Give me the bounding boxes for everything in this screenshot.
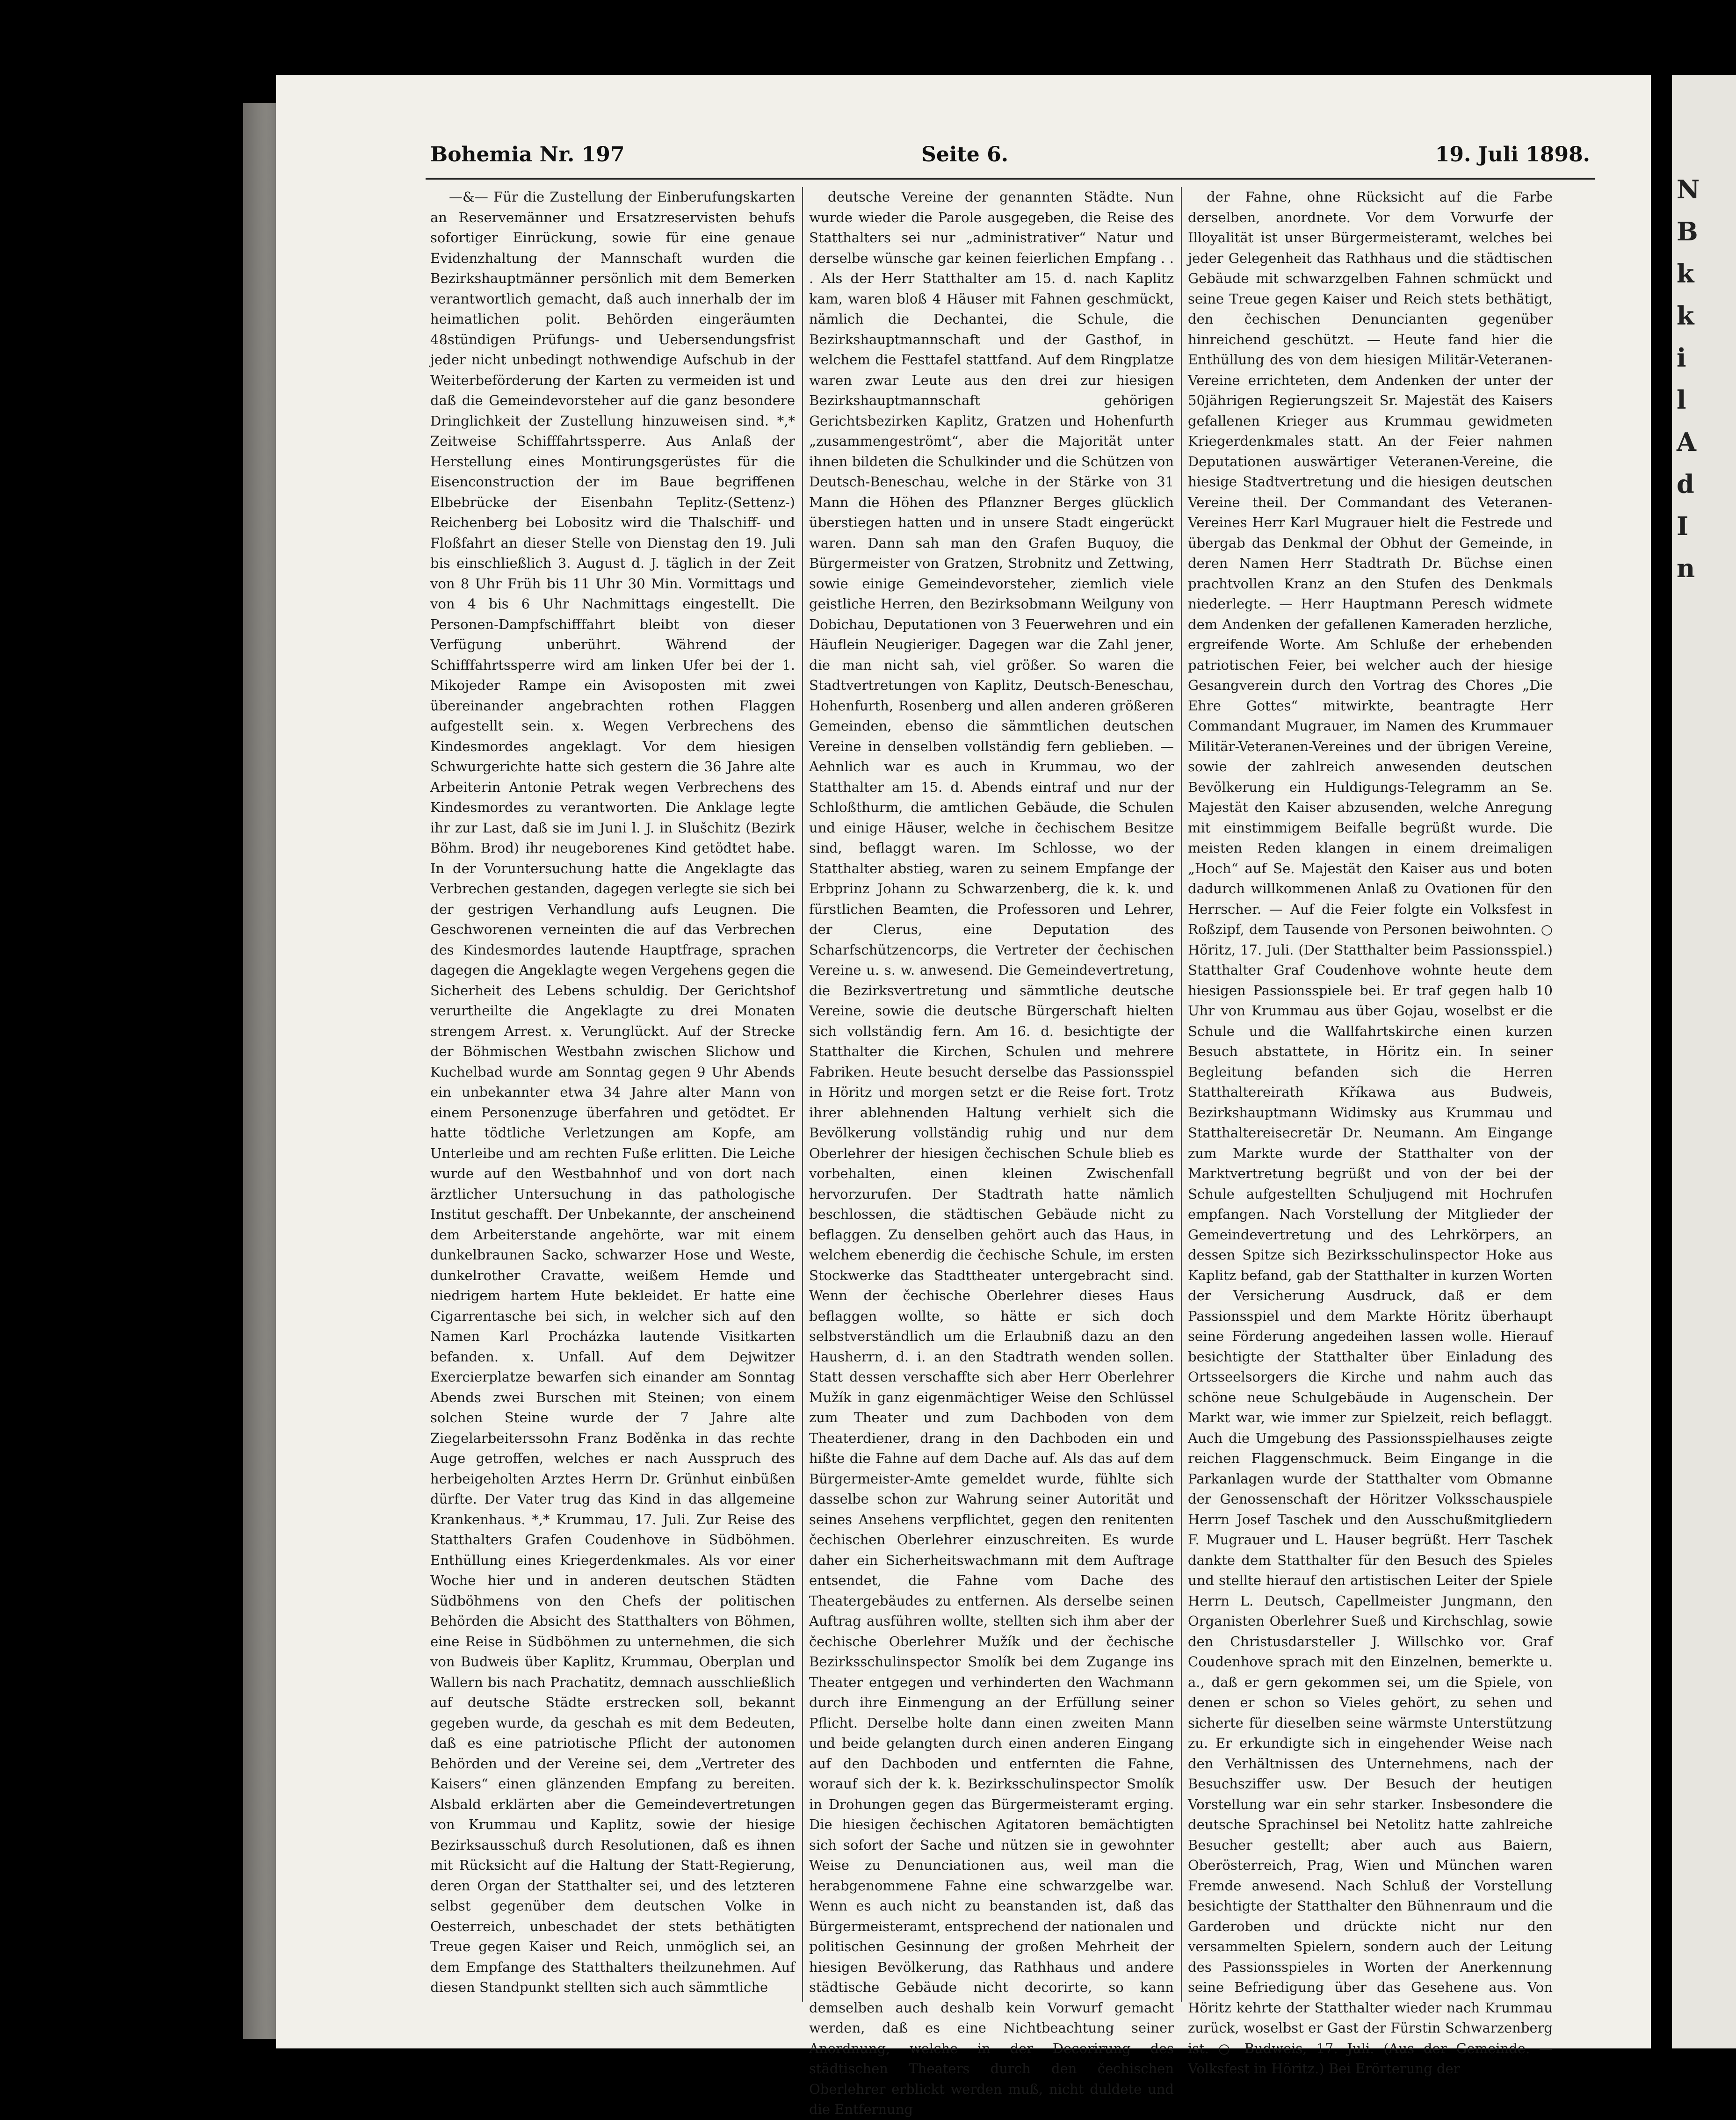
column-1 (430, 187, 795, 2002)
masthead-issue: Bohemia Nr. 197 (430, 143, 625, 166)
column-divider (802, 187, 803, 2002)
column-1-text: —&— Für die Zustellung der Einberufungskarten an Reservemänner und Ersatzreservisten behufs sofortiger Einrückung, sowie für eine genaue Evidenzhaltung der Mannschaft wurden die Bezirkshauptmänner persönlich mit dem Bemerken verantwortlich gemacht, daß auch innerhalb der im heimatlichen polit. Behörden eingeräumten 48stündigen Prüfungs- und Uebersendungsfrist jeder nicht unbedingt nothwendige Aufschub in der Weiterbeförderung der Karten zu vermeiden ist und daß die Gemeindevorsteher auf die ganz besondere Dringlichkeit der Zustellung hinzuweisen sind. *,* Zeitweise Schifffahrtssperre. Aus Anlaß der Herstellung eines Montirungsgerüstes für die Eisenconstruction der im Baue begriffenen Elbebrücke der Eisenbahn Teplitz-(Settenz-) Reichenberg bei Lobositz wird die Thalschiff- und Floßfahrt an dieser Stelle von Dienstag den 19. Juli bis einschließlich 3. August d. J. täglich in der Zeit von 8 Uhr Früh bis 11 Uhr 30 Min. Vormittags und von 4 bis 6 Uhr Nachmittags eingestellt. Die Personen-Dampfschifffahrt bleibt von dieser Verfügung unberührt. Während der Schifffahrtssperre wird am linken Ufer bei der 1. Mikojeder Rampe ein Avisoposten mit zwei übereinander angebrachten rothen Flaggen aufgestellt sein. x. Wegen Verbrechens des Kindesmordes angeklagt. Vor dem hiesigen Schwurgerichte hatte sich gestern die 36 Jahre alte Arbeiterin Antonie Petrak wegen Verbrechens des Kindesmordes zu verantworten. Die Anklage legte ihr zur Last, daß sie im Juni l. J. in Slušchitz (Bezirk Böhm. Brod) ihr neugeborenes Kind getödtet habe. In der Voruntersuchung hatte die Angeklagte das Verbrechen gestanden, dagegen verlegte sie sich bei der gestrigen Verhandlung aufs Leugnen. Die Geschworenen verneinten die auf das Verbrechen des Kindesmordes lautende Hauptfrage, sprachen dagegen die Angeklagte wegen Vergehens gegen die Sicherheit des Lebens schuldig. Der Gerichtshof verurtheilte die Angeklagte zu drei Monaten strengem Arrest. x. Verunglückt. Auf der Strecke der Böhmischen Westbahn zwischen Slichow und Kuchelbad wurde am Sonntag gegen 9 Uhr Abends ein unbekannter etwa 34 Jahre alter Mann von einem Personenzuge überfahren und getödtet. Er hatte tödtliche Verletzungen am Kopfe, am Unterleibe und am rechten Fuße erlitten. Die Leiche wurde auf den Westbahnhof und von dort nach ärztlicher Untersuchung in das pathologische Institut geschafft. Der Unbekannte, der anscheinend dem Arbeiterstande angehörte, war mit einem dunkelbraunen Sacko, schwarzer Hose und Weste, dunkelrother Cravatte, weißem Hemde und niedrigem hartem Hute bekleidet. Er hatte eine Cigarrentasche bei sich, in welcher sich auf den Namen Karl Procházka lautende Visitkarten befanden. x. Unfall. Auf dem Dejwitzer Exercierplatze bewarfen sich einander am Sonntag Abends zwei Burschen mit Steinen; von einem solchen Steine wurde der 7 Jahre alte Ziegelarbeiterssohn Franz Boděnka in das rechte Auge getroffen, welches er nach Ausspruch des herbeigeholten Arztes Herrn Dr. Grünhut einbüßen dürfte. Der Vater trug das Kind in das allgemeine Krankenhaus. *,* Krummau, 17. Juli. Zur Reise des Statthalters Grafen Coudenhove in Südböhmen. Enthüllung eines Kriegerdenkmales. Als vor einer Woche hier und in anderen deutschen Städten Südböhmens von den Chefs der politischen Behörden die Absicht des Statthalters von Böhmen, eine Reise in Südböhmen zu unternehmen, die sich von Budweis über Kaplitz, Krummau, Oberplan und Wallern bis nach Prachatitz, demnach ausschließlich auf deutsche Städte erstrecken soll, bekannt gegeben wurde, da geschah es mit dem Bedeuten, daß es eine patriotische Pflicht der autonomen Behörden und der Vereine sei, dem „Vertreter des Kaisers“ einen glänzenden Empfang zu bereiten. Alsbald erklärten aber die Gemeindevertretungen von Krummau und Kaplitz, sowie der hiesige Bezirksausschuß durch Resolutionen, daß es ihnen mit Rücksicht auf die Haltung der Statt-Regierung, deren Organ der Statthalter sei, und des letzteren selbst gegenüber dem deutschen Volke in Oesterreich, unbeschadet der stets bethätigten Treue gegen Kaiser und Reich, unmöglich sei, an dem Empfange des Statthalters theilzunehmen. Auf diesen Standpunkt stellten sich auch sämmtliche (430, 189, 795, 1995)
column-2-text: deutsche Vereine der genannten Städte. Nun wurde wieder die Parole ausgegeben, die Reise des Statthalters sei nur „administrativer“ Natur und derselbe wünsche gar keinen feierlichen Empfang . . . Als der Herr Statthalter am 15. d. nach Kaplitz kam, waren bloß 4 Häuser mit Fahnen geschmückt, nämlich die Dechantei, die Schule, die Bezirkshauptmannschaft und der Gasthof, in welchem die Festtafel stattfand. Auf dem Ringplatze waren zwar Leute aus den drei zur hiesigen Bezirkshauptmannschaft gehörigen Gerichtsbezirken Kaplitz, Gratzen und Hohenfurth „zusammengeströmt“, aber die Majorität unter ihnen bildeten die Schulkinder und die Schützen von Deutsch-Beneschau, welche in der Stärke von 31 Mann die Höhen des Pflanzner Berges glücklich überstiegen hatten und in unsere Stadt eingerückt waren. Dann sah man den Grafen Buquoy, die Bürgermeister von Gratzen, Strobnitz und Zettwing, sowie einige Gemeindevorsteher, ziemlich viele geistliche Herren, den Bezirksobmann Weilguny von Dobichau, Deputationen von 3 Feuerwehren und ein Häuflein Neugieriger. Dagegen war die Zahl jener, die man nicht sah, viel größer. So waren die Stadtvertretungen von Kaplitz, Deutsch-Beneschau, Hohenfurth, Rosenberg und allen anderen größeren Gemeinden, ebenso die sämmtlichen deutschen Vereine in denselben vollständig fern geblieben. — Aehnlich war es auch in Krummau, wo der Statthalter am 15. d. Abends eintraf und nur der Schloßthurm, die amtlichen Gebäude, die Schulen und einige Häuser, welche in čechischem Besitze sind, beflaggt waren. Im Schlosse, wo der Statthalter abstieg, waren zu seinem Empfange der Erbprinz Johann zu Schwarzenberg, die k. k. und fürstlichen Beamten, die Professoren und Lehrer, der Clerus, eine Deputation des Scharfschützencorps, die Vertreter der čechischen Vereine u. s. w. anwesend. Die Gemeindevertretung, die Bezirksvertretung und sämmtliche deutsche Vereine, sowie die deutsche Bürgerschaft hielten sich vollständig fern. Am 16. d. besichtigte der Statthalter die Kirchen, Schulen und mehrere Fabriken. Heute besucht derselbe das Passionsspiel in Höritz und morgen setzt er die Reise fort. Trotz ihrer ablehnenden Haltung verhielt sich die Bevölkerung vollständig ruhig und nur dem Oberlehrer der hiesigen čechischen Schule blieb es vorbehalten, einen kleinen Zwischenfall hervorzurufen. Der Stadtrath hatte nämlich beschlossen, die städtischen Gebäude nicht zu beflaggen. Zu denselben gehört auch das Haus, in welchem ebenerdig die čechische Schule, im ersten Stockwerke das Stadttheater untergebracht sind. Wenn der čechische Oberlehrer dieses Haus beflaggen wollte, so hätte er sich doch selbstverständlich um die Erlaubniß dazu an den Hausherrn, d. i. an den Stadtrath wenden sollen. Statt dessen verschaffte sich aber Herr Oberlehrer Mužík in ganz eigenmächtiger Weise den Schlüssel zum Theater und zum Dachboden von dem Theaterdiener, drang in den Dachboden ein und hißte die Fahne auf dem Dache auf. Als das auf dem Bürgermeister-Amte gemeldet wurde, fühlte sich dasselbe schon zur Wahrung seiner Autorität und seines Ansehens verpflichtet, gegen den renitenten čechischen Oberlehrer einzuschreiten. Es wurde daher ein Sicherheitswachmann mit dem Auftrage entsendet, die Fahne vom Dache des Theatergebäudes zu entfernen. Als derselbe seinen Auftrag ausführen wollte, stellten sich ihm aber der čechische Oberlehrer Mužík und der čechische Bezirksschulinspector Smolík bei dem Zugange ins Theater entgegen und verhinderten den Wachmann durch ihre Einmengung an der Erfüllung seiner Pflicht. Derselbe holte dann einen zweiten Mann und beide gelangten durch einen anderen Eingang auf den Dachboden und entfernten die Fahne, worauf sich der k. k. Bezirksschulinspector Smolík in Drohungen gegen das Bürgermeisteramt erging. Die hiesigen čechischen Agitatoren bemächtigten sich sofort der Sache und nützen sie in gewohnter Weise zu Denunciationen aus, weil man die herabgenommene Fahne eine schwarzgelbe war. Wenn es auch nicht zu beanstanden ist, daß das Bürgermeisteramt, entsprechend der nationalen und politischen Gesinnung der großen Mehrheit der hiesigen Bevölkerung, das Rathhaus und andere städtische Gebäude nicht decorirte, so kann demselben auch deshalb kein Vorwurf gemacht werden, daß es eine Nichtbeachtung seiner Anordnung, welche in der Decorirung des städtischen Theaters durch den čechischen Oberlehrer erblickt werden muß, nicht duldete und die Entfernung (809, 189, 1174, 2117)
page-number: Seite 6. (921, 143, 1009, 166)
column-2 (809, 187, 1174, 2117)
column-3 (1188, 187, 1553, 2077)
column-divider (1181, 187, 1182, 2002)
issue-date: 19. Juli 1898. (1435, 143, 1590, 166)
header-rule (426, 178, 1595, 180)
adjacent-page-text: N B k k i l A d I n (1677, 174, 1700, 583)
column-3-text: der Fahne, ohne Rücksicht auf die Farbe derselben, anordnete. Vor dem Vorwurfe der Illoyalität ist unser Bürgermeisteramt, welches bei jeder Gelegenheit das Rathhaus und die städtischen Gebäude mit schwarzgelben Fahnen schmückt und seine Treue gegen Kaiser und Reich stets bethätigt, den čechischen Denuncianten gegenüber hinreichend geschützt. — Heute fand hier die Enthüllung des von dem hiesigen Militär-Veteranen-Vereine errichteten, dem Andenken der unter der 50jährigen Regierungszeit Sr. Majestät des Kaisers gefallenen Krieger aus Krummau gewidmeten Kriegerdenkmales statt. An der Feier nahmen Deputationen auswärtiger Veteranen-Vereine, die hiesige Stadtvertretung und die hiesigen deutschen Vereine theil. Der Commandant des Veteranen-Vereines Herr Karl Mugrauer hielt die Festrede und übergab das Denkmal der Obhut der Gemeinde, in deren Namen Herr Stadtrath Dr. Büchse einen prachtvollen Kranz an den Stufen des Denkmals niederlegte. — Herr Hauptmann Peresch widmete dem Andenken der gefallenen Kameraden herzliche, ergreifende Worte. Am Schluße der erhebenden patriotischen Feier, bei welcher auch der hiesige Gesangverein durch den Vortrag des Chores „Die Ehre Gottes“ mitwirkte, beantragte Herr Commandant Mugrauer, im Namen des Krummauer Militär-Veteranen-Vereines und der übrigen Vereine, sowie der zahlreich anwesenden deutschen Bevölkerung ein Huldigungs-Telegramm an Se. Majestät den Kaiser abzusenden, welche Anregung mit einstimmigem Beifalle begrüßt wurde. Die meisten Reden klangen in einem dreimaligen „Hoch“ auf Se. Majestät den Kaiser aus und boten dadurch willkommenen Anlaß zu Ovationen für den Herrscher. — Auf die Feier folgte ein Volksfest in Roßzipf, dem Tausende von Personen beiwohnten. ○ Höritz, 17. Juli. (Der Statthalter beim Passionsspiel.) Statthalter Graf Coudenhove wohnte heute dem hiesigen Passionsspiele bei. Er traf gegen halb 10 Uhr von Krummau aus über Gojau, woselbst er die Schule und die Wallfahrtskirche einen kurzen Besuch abstattete, in Höritz ein. In seiner Begleitung befanden sich die Herren Statthaltereirath Kříkawa aus Budweis, Bezirkshauptmann Widimsky aus Krummau und Statthaltereisecretär Dr. Neumann. Am Eingange zum Markte wurde der Statthalter von der Marktvertretung begrüßt und von der bei der Schule aufgestellten Schuljugend mit Hochrufen empfangen. Nach Vorstellung der Mitglieder der Gemeindevertretung und des Lehrkörpers, an dessen Spitze sich Bezirksschulinspector Hoke aus Kaplitz befand, gab der Statthalter in kurzen Worten der Versicherung Ausdruck, daß er dem Passionsspiel und dem Markte Höritz überhaupt seine Förderung angedeihen lassen wolle. Hierauf besichtigte der Statthalter über Einladung des Ortsseelsorgers die Kirche und nahm auch das schöne neue Schulgebäude in Augenschein. Der Markt war, wie immer zur Spielzeit, reich beflaggt. Auch die Umgebung des Passionsspielhauses zeigte reichen Flaggenschmuck. Beim Eingange in die Parkanlagen wurde der Statthalter vom Obmanne der Genossenschaft der Höritzer Volksschauspiele Herrn Josef Taschek und den Ausschußmitgliedern F. Mugrauer und L. Hauser begrüßt. Herr Taschek dankte dem Statthalter für den Besuch des Spieles und stellte hierauf den artistischen Leiter der Spiele Herrn L. Deutsch, Capellmeister Jungmann, den Organisten Oberlehrer Sueß und Kirchschlag, sowie den Christusdarsteller J. Willschko vor. Graf Coudenhove sprach mit den Einzelnen, bemerkte u. a., daß er gern gekommen sei, um die Spiele, von denen er schon so Vieles gehört, zu sehen und sicherte für dieselben seine wärmste Unterstützung zu. Er erkundigte sich in eingehender Weise nach den Verhältnissen des Unternehmens, nach der Besuchsziffer usw. Der Besuch der heutigen Vorstellung war ein sehr starker. Insbesondere die deutsche Sprachinsel bei Netolitz hatte zahlreiche Besucher gestellt; aber auch aus Baiern, Oberösterreich, Prag, Wien und München waren Fremde anwesend. Nach Schluß der Vorstellung besichtigte der Statthalter den Bühnenraum und die Garderoben und drückte nicht nur den versammelten Spielern, sondern auch der Leitung des Passionsspieles in Worten der Anerkennung seine Befriedigung über das Gesehene aus. Von Höritz kehrte der Statthalter wieder nach Krummau zurück, woselbst er Gast der Fürstin Schwarzenberg ist. ○ Budweis, 17. Juli. (Aus der Gemeinde. — Volksfest in Höritz.) Bei Erörterung der (1188, 189, 1553, 2077)
adjacent-page (1672, 75, 1736, 2048)
page-header (430, 143, 1590, 175)
newspaper-page (276, 75, 1651, 2117)
